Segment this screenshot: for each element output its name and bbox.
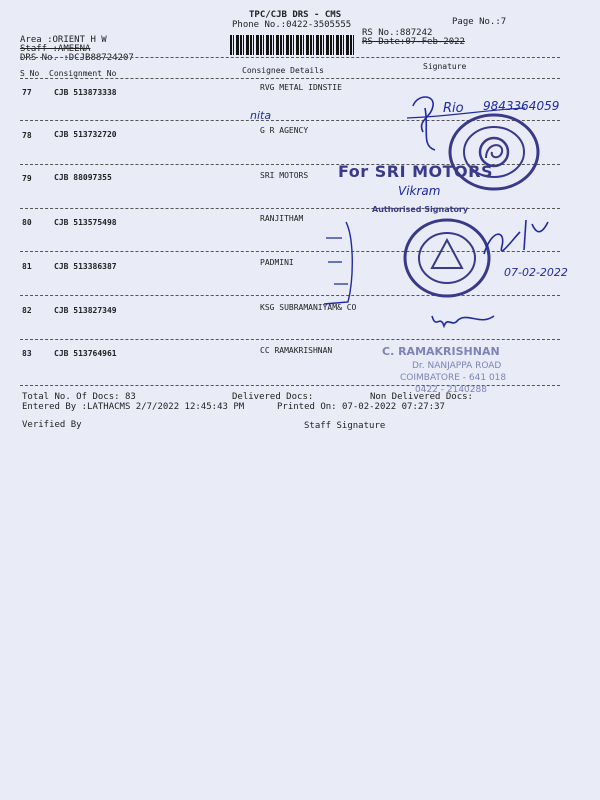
row-sno: 79 xyxy=(22,174,32,183)
row-consignment: CJB 513575498 xyxy=(54,218,117,227)
delivered-docs: Delivered Docs: xyxy=(232,392,314,402)
row-consignee: G R AGENCY xyxy=(260,126,309,135)
document-title: TPC/CJB DRS - CMS xyxy=(249,10,342,20)
row-divider xyxy=(20,208,560,209)
row-consignee: SRI MOTORS xyxy=(260,171,309,180)
row-consignment: CJB 513827349 xyxy=(54,306,117,315)
ramakrishnan-stamp-line4: 0422 - 2140288 xyxy=(415,385,487,395)
sig-78-text: nita xyxy=(250,109,272,122)
row-divider xyxy=(20,339,560,340)
area-field: Area :ORIENT H W xyxy=(20,35,107,45)
staff-signature-label: Staff Signature xyxy=(304,421,386,431)
total-docs: Total No. Of Docs: 83 xyxy=(22,392,136,402)
non-delivered-docs: Non Delivered Docs: xyxy=(370,392,473,402)
row-consignee: PADMINI xyxy=(260,258,294,267)
col-header-consignee: Consignee Details xyxy=(242,66,324,75)
rs-date: RS Date:07-Feb-2022 xyxy=(362,37,465,47)
row-consignment: CJB 513386387 xyxy=(54,262,117,271)
row-sno: 83 xyxy=(22,349,32,358)
bracket-mark xyxy=(318,218,363,308)
rs-number: RS No.:887242 xyxy=(362,28,433,38)
ramakrishnan-stamp-line3: COIMBATORE - 641 018 xyxy=(400,373,507,383)
signature-79: Vikram xyxy=(398,184,441,198)
row-consignee: KSG SUBRAMANIYAM& CO xyxy=(260,303,357,312)
row-sno: 82 xyxy=(22,306,32,315)
row-sno: 77 xyxy=(22,88,32,97)
verified-by: Verified By xyxy=(22,420,82,430)
row-consignment: CJB 88097355 xyxy=(54,173,112,182)
row-consignment: CJB 513764961 xyxy=(54,349,117,358)
barcode xyxy=(230,35,354,55)
row-consignee: CC RAMAKRISHNAN xyxy=(260,346,333,355)
row-sno: 80 xyxy=(22,218,32,227)
ramakrishnan-stamp-line1: C. RAMAKRISHNAN xyxy=(382,345,500,358)
printed-on: Printed On: 07-02-2022 07:27:37 xyxy=(277,402,445,412)
row-consignment: CJB 513732720 xyxy=(54,130,117,139)
authorised-signatory: Authorised Signatory xyxy=(372,205,469,214)
col-header-consignment: Consignment No xyxy=(49,69,117,78)
col-header-signature: Signature xyxy=(423,62,467,71)
drs-number: DRS No. :DCJB88724207 xyxy=(20,53,134,63)
sri-motors-stamp: For SRI MOTORS xyxy=(338,162,493,181)
sig-77-phone: 9843364059 xyxy=(483,99,560,113)
page-number: Page No.:7 xyxy=(452,17,507,27)
row-consignee: RVG METAL IDNSTIE xyxy=(260,83,342,92)
signature-82 xyxy=(428,308,508,334)
col-header-sno: S No xyxy=(20,69,40,78)
ramakrishnan-stamp-line2: Dr. NANJAPPA ROAD xyxy=(412,361,502,371)
row-sno: 78 xyxy=(22,131,32,140)
signature-78 xyxy=(248,103,298,127)
row-sno: 81 xyxy=(22,262,32,271)
header-divider-bottom xyxy=(20,78,560,79)
entered-by: Entered By :LATHACMS 2/7/2022 12:45:43 PM xyxy=(22,402,245,412)
row-consignee: RANJITHAM xyxy=(260,214,304,223)
header-divider-top xyxy=(20,57,560,58)
row-consignment: CJB 513873338 xyxy=(54,88,117,97)
staff-field: Staff :AMEENA xyxy=(20,44,91,54)
sig-77-text: Rio xyxy=(443,101,464,116)
date-80: 07-02-2022 xyxy=(504,266,568,279)
signature-80 xyxy=(478,210,573,282)
phone-number: Phone No.:0422-3505555 xyxy=(232,20,352,30)
